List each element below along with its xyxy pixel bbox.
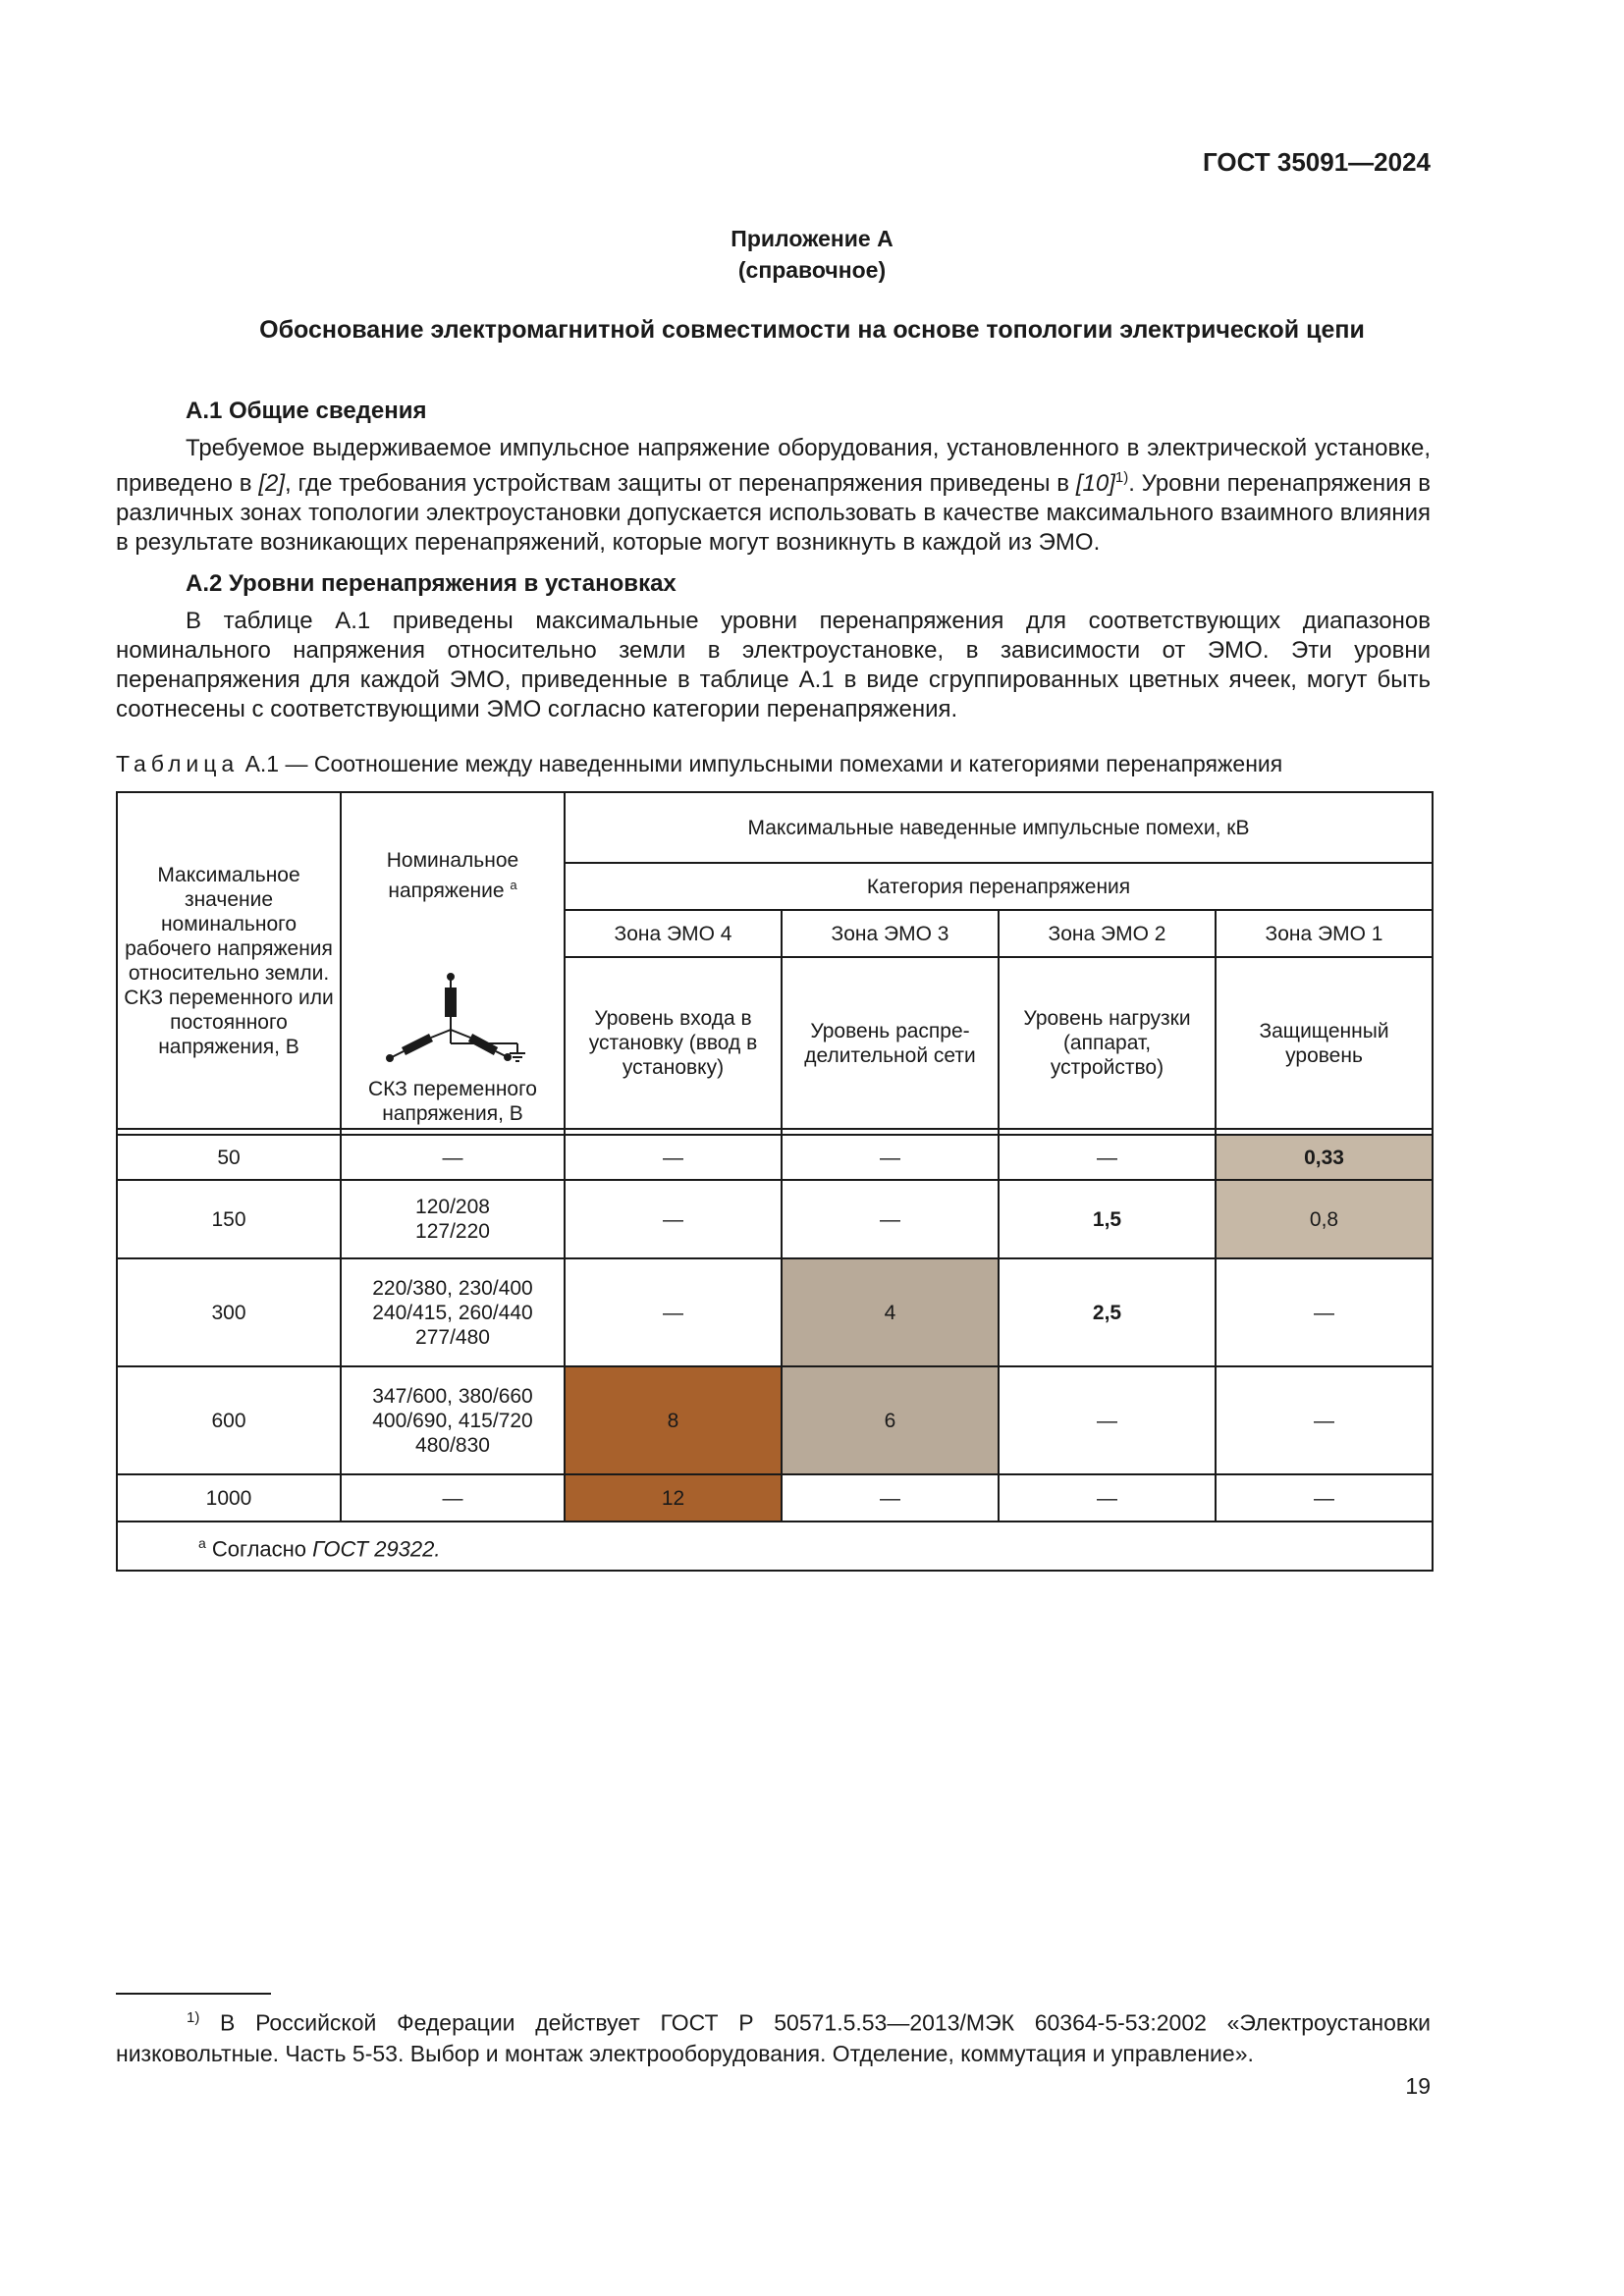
- section-a1-heading: А.1 Общие сведения: [186, 398, 427, 424]
- header-nominal-voltage: Номинальное напряжение $^a$: [341, 792, 565, 957]
- appendix-subtitle: (справочное): [737, 257, 887, 283]
- cell-zone-3: —: [782, 1135, 999, 1180]
- cell-nominal: —: [341, 1135, 565, 1180]
- zone-1-level: Защищенный уровень: [1216, 957, 1433, 1129]
- cell-zone-4: —: [565, 1135, 782, 1180]
- header-max-impulse: Максимальные наведенные импульсные помехи, кВ: [565, 792, 1433, 863]
- cell-zone-2: —: [999, 1366, 1216, 1474]
- section-a1-paragraph: Требуемое выдерживаемое импульсное напряжение оборудования, установленного в электрической установке, приведено в [2], где требования устройствам защиты от перенапряжения приведены в $[10]^{1)}$. Уровни перенапряжения в различных зонах топологии электроустановки допускается использовать в качестве максимального взаимного влияния в результате возникающих перенапряжений, которые могут возникнуть в каждой из ЭМО.: [116, 435, 1431, 556]
- cell-zone-4: 8: [565, 1366, 782, 1474]
- table-row: [117, 1135, 1433, 1180]
- cell-max: 1000: [117, 1474, 341, 1522]
- cell-zone-4: 12: [565, 1474, 782, 1522]
- section-a2-paragraph: В таблице А.1 приведены максимальные уровни перенапряжения для соответствующих диапазонов номинального напряжения относительно земли в электроустановке, в зависимости от ЭМО. Эти уровни перенапряжения для каждой ЭМО, приведенные в таблице А.1 в виде сгруппированных цветных ячеек, могут быть соотнесены с соответствующими ЭМО согласно категории перенапряжения.: [116, 608, 1431, 722]
- cell-max: 300: [117, 1258, 341, 1366]
- document-code: ГОСТ 35091—2024: [1203, 147, 1431, 177]
- cell-zone-3: —: [782, 1474, 999, 1522]
- cell-zone-3: —: [782, 1180, 999, 1258]
- zone-4-level: Уровень входа в установку (ввод в установку): [565, 957, 782, 1129]
- cell-nominal: —: [341, 1474, 565, 1522]
- header-ac-rms: СКЗ переменного напряжения, В: [368, 1078, 537, 1125]
- overvoltage-table: [116, 791, 1434, 1572]
- cell-nominal: 120/208 127/220: [341, 1180, 565, 1258]
- table-row: [117, 1474, 1433, 1522]
- three-phase-diagram-cell: [341, 957, 565, 1129]
- cell-max: 600: [117, 1366, 341, 1474]
- zone-emo-2-header: Зона ЭМО 2: [999, 910, 1216, 957]
- table-caption: Таблица А.1 — Соотношение между наведенными импульсными помехами и категориями перенапряжения: [116, 751, 1283, 776]
- cell-max: 50: [117, 1135, 341, 1180]
- table-footnote: $^a$ Согласно ГОСТ 29322.: [117, 1522, 1433, 1571]
- cell-nominal: 220/380, 230/400 240/415, 260/440 277/480: [341, 1258, 565, 1366]
- cell-zone-1: —: [1216, 1366, 1433, 1474]
- zone-3-level: Уровень распре-делительной сети: [782, 957, 999, 1129]
- table-row: [117, 1258, 1433, 1366]
- cell-zone-1: 0,8: [1216, 1180, 1433, 1258]
- footnote-divider: [116, 1993, 271, 1995]
- page-footnote: $^{1)}$ В Российской Федерации действует ГОСТ Р 50571.5.53—2013/МЭК 60364-5-53:2002 «Электроустановки низковольтные. Часть 5-53. Выбор и монтаж электрооборудования. Отделение, коммутация и управление».: [116, 2009, 1431, 2066]
- cell-zone-2: —: [999, 1474, 1216, 1522]
- zone-emo-1-header: Зона ЭМО 1: [1216, 910, 1433, 957]
- cell-zone-2: —: [999, 1135, 1216, 1180]
- page-number: 19: [1405, 2073, 1431, 2099]
- cell-zone-3: 4: [782, 1258, 999, 1366]
- header-overvoltage-category: Категория перенапряжения: [565, 863, 1433, 910]
- appendix-title: Приложение А: [731, 226, 893, 251]
- table-row: [117, 1180, 1433, 1258]
- cell-zone-4: —: [565, 1258, 782, 1366]
- cell-zone-4: —: [565, 1180, 782, 1258]
- zone-emo-4-header: Зона ЭМО 4: [565, 910, 782, 957]
- zone-emo-3-header: Зона ЭМО 3: [782, 910, 999, 957]
- cell-zone-1: —: [1216, 1258, 1433, 1366]
- cell-zone-2: 1,5: [999, 1180, 1216, 1258]
- cell-zone-3: 6: [782, 1366, 999, 1474]
- table-row: [117, 1366, 1433, 1474]
- section-a2-heading: А.2 Уровни перенапряжения в установках: [186, 570, 677, 597]
- star-connection-icon: [374, 971, 531, 1069]
- header-max-voltage: Максимальное значение номинального рабочего напряжения относительно земли. СКЗ переменного или постоянного напряжения, В: [117, 792, 341, 1129]
- cell-zone-2: 2,5: [999, 1258, 1216, 1366]
- cell-nominal: 347/600, 380/660 400/690, 415/720 480/830: [341, 1366, 565, 1474]
- zone-2-level: Уровень нагрузки (аппарат, устройство): [999, 957, 1216, 1129]
- main-title: Обоснование электромагнитной совместимости на основе топологии электрической цепи: [259, 316, 1365, 344]
- cell-zone-1: 0,33: [1216, 1135, 1433, 1180]
- cell-max: 150: [117, 1180, 341, 1258]
- cell-zone-1: —: [1216, 1474, 1433, 1522]
